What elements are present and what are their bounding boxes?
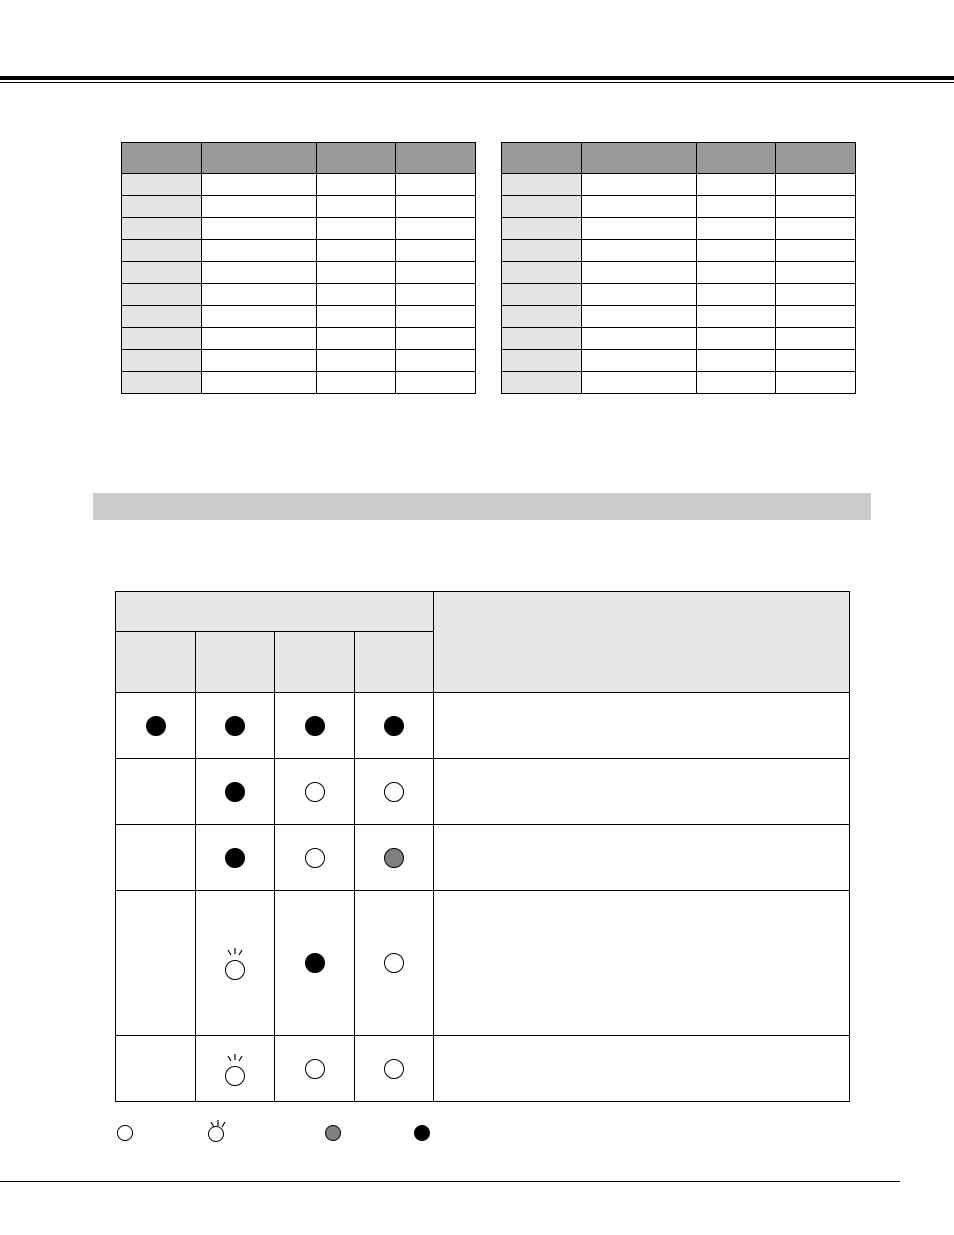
table-cell <box>776 262 856 284</box>
table-cell <box>776 372 856 394</box>
indicator-cell <box>275 891 355 1036</box>
row-label <box>122 372 202 394</box>
table-cell <box>202 218 317 240</box>
led-blink-icon <box>223 1052 247 1086</box>
table-cell <box>202 328 317 350</box>
indicator-cell <box>355 825 434 891</box>
table-cell <box>582 284 697 306</box>
table-cell <box>202 240 317 262</box>
led-on-icon <box>384 716 404 736</box>
table-cell <box>697 196 776 218</box>
table-cell <box>396 350 476 372</box>
indicator-cell <box>116 825 196 891</box>
table-cell <box>697 262 776 284</box>
table-cell <box>396 284 476 306</box>
table-cell <box>697 174 776 196</box>
table-row <box>502 174 856 196</box>
description-header <box>434 592 850 693</box>
indicator-row <box>116 693 850 759</box>
table-cell <box>396 218 476 240</box>
led-blink-icon <box>206 1118 226 1142</box>
table-header-row <box>502 143 856 174</box>
led-on-icon <box>146 716 166 736</box>
column-header <box>776 143 856 174</box>
table-cell <box>697 284 776 306</box>
indicator-description <box>434 825 850 891</box>
table-cell <box>317 196 396 218</box>
table-row <box>122 284 476 306</box>
table-cell <box>582 306 697 328</box>
table-row <box>122 218 476 240</box>
led-off-icon <box>384 1059 404 1079</box>
indicator-cell <box>116 891 196 1036</box>
indicator-cell <box>355 1036 434 1102</box>
table-row <box>122 372 476 394</box>
row-label <box>122 262 202 284</box>
row-label <box>122 174 202 196</box>
table-cell <box>582 240 697 262</box>
legend-item <box>325 1124 347 1142</box>
table-cell <box>396 372 476 394</box>
column-header <box>202 143 317 174</box>
table-row <box>122 350 476 372</box>
led-off-icon <box>305 782 325 802</box>
table-cell <box>317 306 396 328</box>
table-cell <box>776 306 856 328</box>
table-row <box>122 196 476 218</box>
legend-item <box>117 1124 139 1142</box>
indicator-cell <box>116 759 196 825</box>
row-label <box>502 218 582 240</box>
table-row <box>122 262 476 284</box>
indicator-cell <box>196 891 275 1036</box>
table-cell <box>582 350 697 372</box>
table-row <box>122 240 476 262</box>
indicator-cell <box>275 825 355 891</box>
table-cell <box>317 284 396 306</box>
column-header <box>582 143 697 174</box>
table-cell <box>396 174 476 196</box>
table-cell <box>697 218 776 240</box>
led-on-icon <box>305 953 325 973</box>
led-on-icon <box>225 782 245 802</box>
table-cell <box>202 372 317 394</box>
indicator-cell <box>196 759 275 825</box>
indicator-cell <box>116 1036 196 1102</box>
indicator-cell <box>196 1036 275 1102</box>
table-cell <box>317 218 396 240</box>
led-on-icon <box>305 716 325 736</box>
row-label <box>122 306 202 328</box>
legend <box>0 1124 954 1148</box>
table-cell <box>582 218 697 240</box>
table-row <box>502 328 856 350</box>
table-cell <box>697 240 776 262</box>
table-row <box>502 196 856 218</box>
top-rule-thin <box>0 82 954 83</box>
section-title-bar <box>93 493 871 520</box>
table-cell <box>202 196 317 218</box>
table-row <box>122 306 476 328</box>
table-cell <box>582 174 697 196</box>
indicator-column-header <box>355 632 434 693</box>
led-blink-icon <box>223 946 247 980</box>
table-cell <box>582 196 697 218</box>
row-label <box>122 350 202 372</box>
row-label <box>122 328 202 350</box>
table-row <box>502 350 856 372</box>
table-cell <box>776 218 856 240</box>
indicator-column-header <box>196 632 275 693</box>
row-label <box>502 328 582 350</box>
table-row <box>502 218 856 240</box>
table-cell <box>697 328 776 350</box>
led-off-icon <box>117 1125 133 1141</box>
indicator-cell <box>196 693 275 759</box>
row-label <box>502 262 582 284</box>
legend-item <box>206 1124 232 1142</box>
led-on-icon <box>225 716 245 736</box>
led-off-icon <box>305 1059 325 1079</box>
indicator-description <box>434 1036 850 1102</box>
top-rule <box>0 76 954 80</box>
led-off-icon <box>384 953 404 973</box>
row-label <box>122 240 202 262</box>
indicator-description <box>434 891 850 1036</box>
led-mid-icon <box>325 1125 341 1141</box>
bottom-rule <box>0 1181 900 1182</box>
led-on-icon <box>414 1125 430 1141</box>
table-cell <box>697 350 776 372</box>
indicator-cell <box>275 693 355 759</box>
table-cell <box>396 196 476 218</box>
table-cell <box>202 174 317 196</box>
indicator-row <box>116 825 850 891</box>
table-cell <box>776 174 856 196</box>
indicator-cell <box>355 891 434 1036</box>
indicator-table <box>115 591 850 1102</box>
table-row <box>502 306 856 328</box>
row-label <box>122 218 202 240</box>
right-spec-table <box>501 142 856 394</box>
table-cell <box>582 328 697 350</box>
table-cell <box>396 328 476 350</box>
table-row <box>502 240 856 262</box>
row-label <box>502 240 582 262</box>
table-cell <box>582 262 697 284</box>
table-cell <box>396 306 476 328</box>
indicator-description <box>434 693 850 759</box>
row-label <box>502 350 582 372</box>
table-cell <box>202 350 317 372</box>
table-cell <box>776 284 856 306</box>
indicator-row <box>116 759 850 825</box>
indicator-cell <box>196 825 275 891</box>
table-cell <box>776 350 856 372</box>
led-on-icon <box>225 848 245 868</box>
table-row <box>122 328 476 350</box>
row-label <box>502 306 582 328</box>
table-header-row <box>122 143 476 174</box>
table-cell <box>697 372 776 394</box>
row-label <box>502 284 582 306</box>
table-row <box>502 284 856 306</box>
table-cell <box>582 372 697 394</box>
indicator-column-header <box>116 632 196 693</box>
column-header <box>697 143 776 174</box>
column-header <box>122 143 202 174</box>
legend-item <box>414 1124 436 1142</box>
indicator-row <box>116 1036 850 1102</box>
table-cell <box>317 350 396 372</box>
indicator-cell <box>355 759 434 825</box>
row-label <box>502 372 582 394</box>
table-cell <box>317 372 396 394</box>
row-label <box>502 174 582 196</box>
table-cell <box>202 284 317 306</box>
indicator-row <box>116 891 850 1036</box>
indicator-cell <box>275 759 355 825</box>
indicator-cell <box>355 693 434 759</box>
row-label <box>502 196 582 218</box>
row-label <box>122 284 202 306</box>
table-cell <box>317 328 396 350</box>
table-cell <box>776 328 856 350</box>
indicator-description <box>434 759 850 825</box>
table-cell <box>202 306 317 328</box>
led-off-icon <box>384 782 404 802</box>
table-row <box>502 372 856 394</box>
table-cell <box>776 196 856 218</box>
indicator-cell <box>275 1036 355 1102</box>
table-row <box>122 174 476 196</box>
column-header <box>317 143 396 174</box>
table-cell <box>317 174 396 196</box>
table-row <box>502 262 856 284</box>
table-cell <box>396 240 476 262</box>
indicator-group-header <box>116 592 434 632</box>
table-cell <box>202 262 317 284</box>
table-cell <box>317 262 396 284</box>
column-header <box>502 143 582 174</box>
table-cell <box>317 240 396 262</box>
left-spec-table <box>121 142 476 394</box>
led-off-icon <box>305 848 325 868</box>
table-cell <box>697 306 776 328</box>
table-cell <box>776 240 856 262</box>
row-label <box>122 196 202 218</box>
led-mid-icon <box>384 848 404 868</box>
table-cell <box>396 262 476 284</box>
indicator-cell <box>116 693 196 759</box>
column-header <box>396 143 476 174</box>
indicator-column-header <box>275 632 355 693</box>
